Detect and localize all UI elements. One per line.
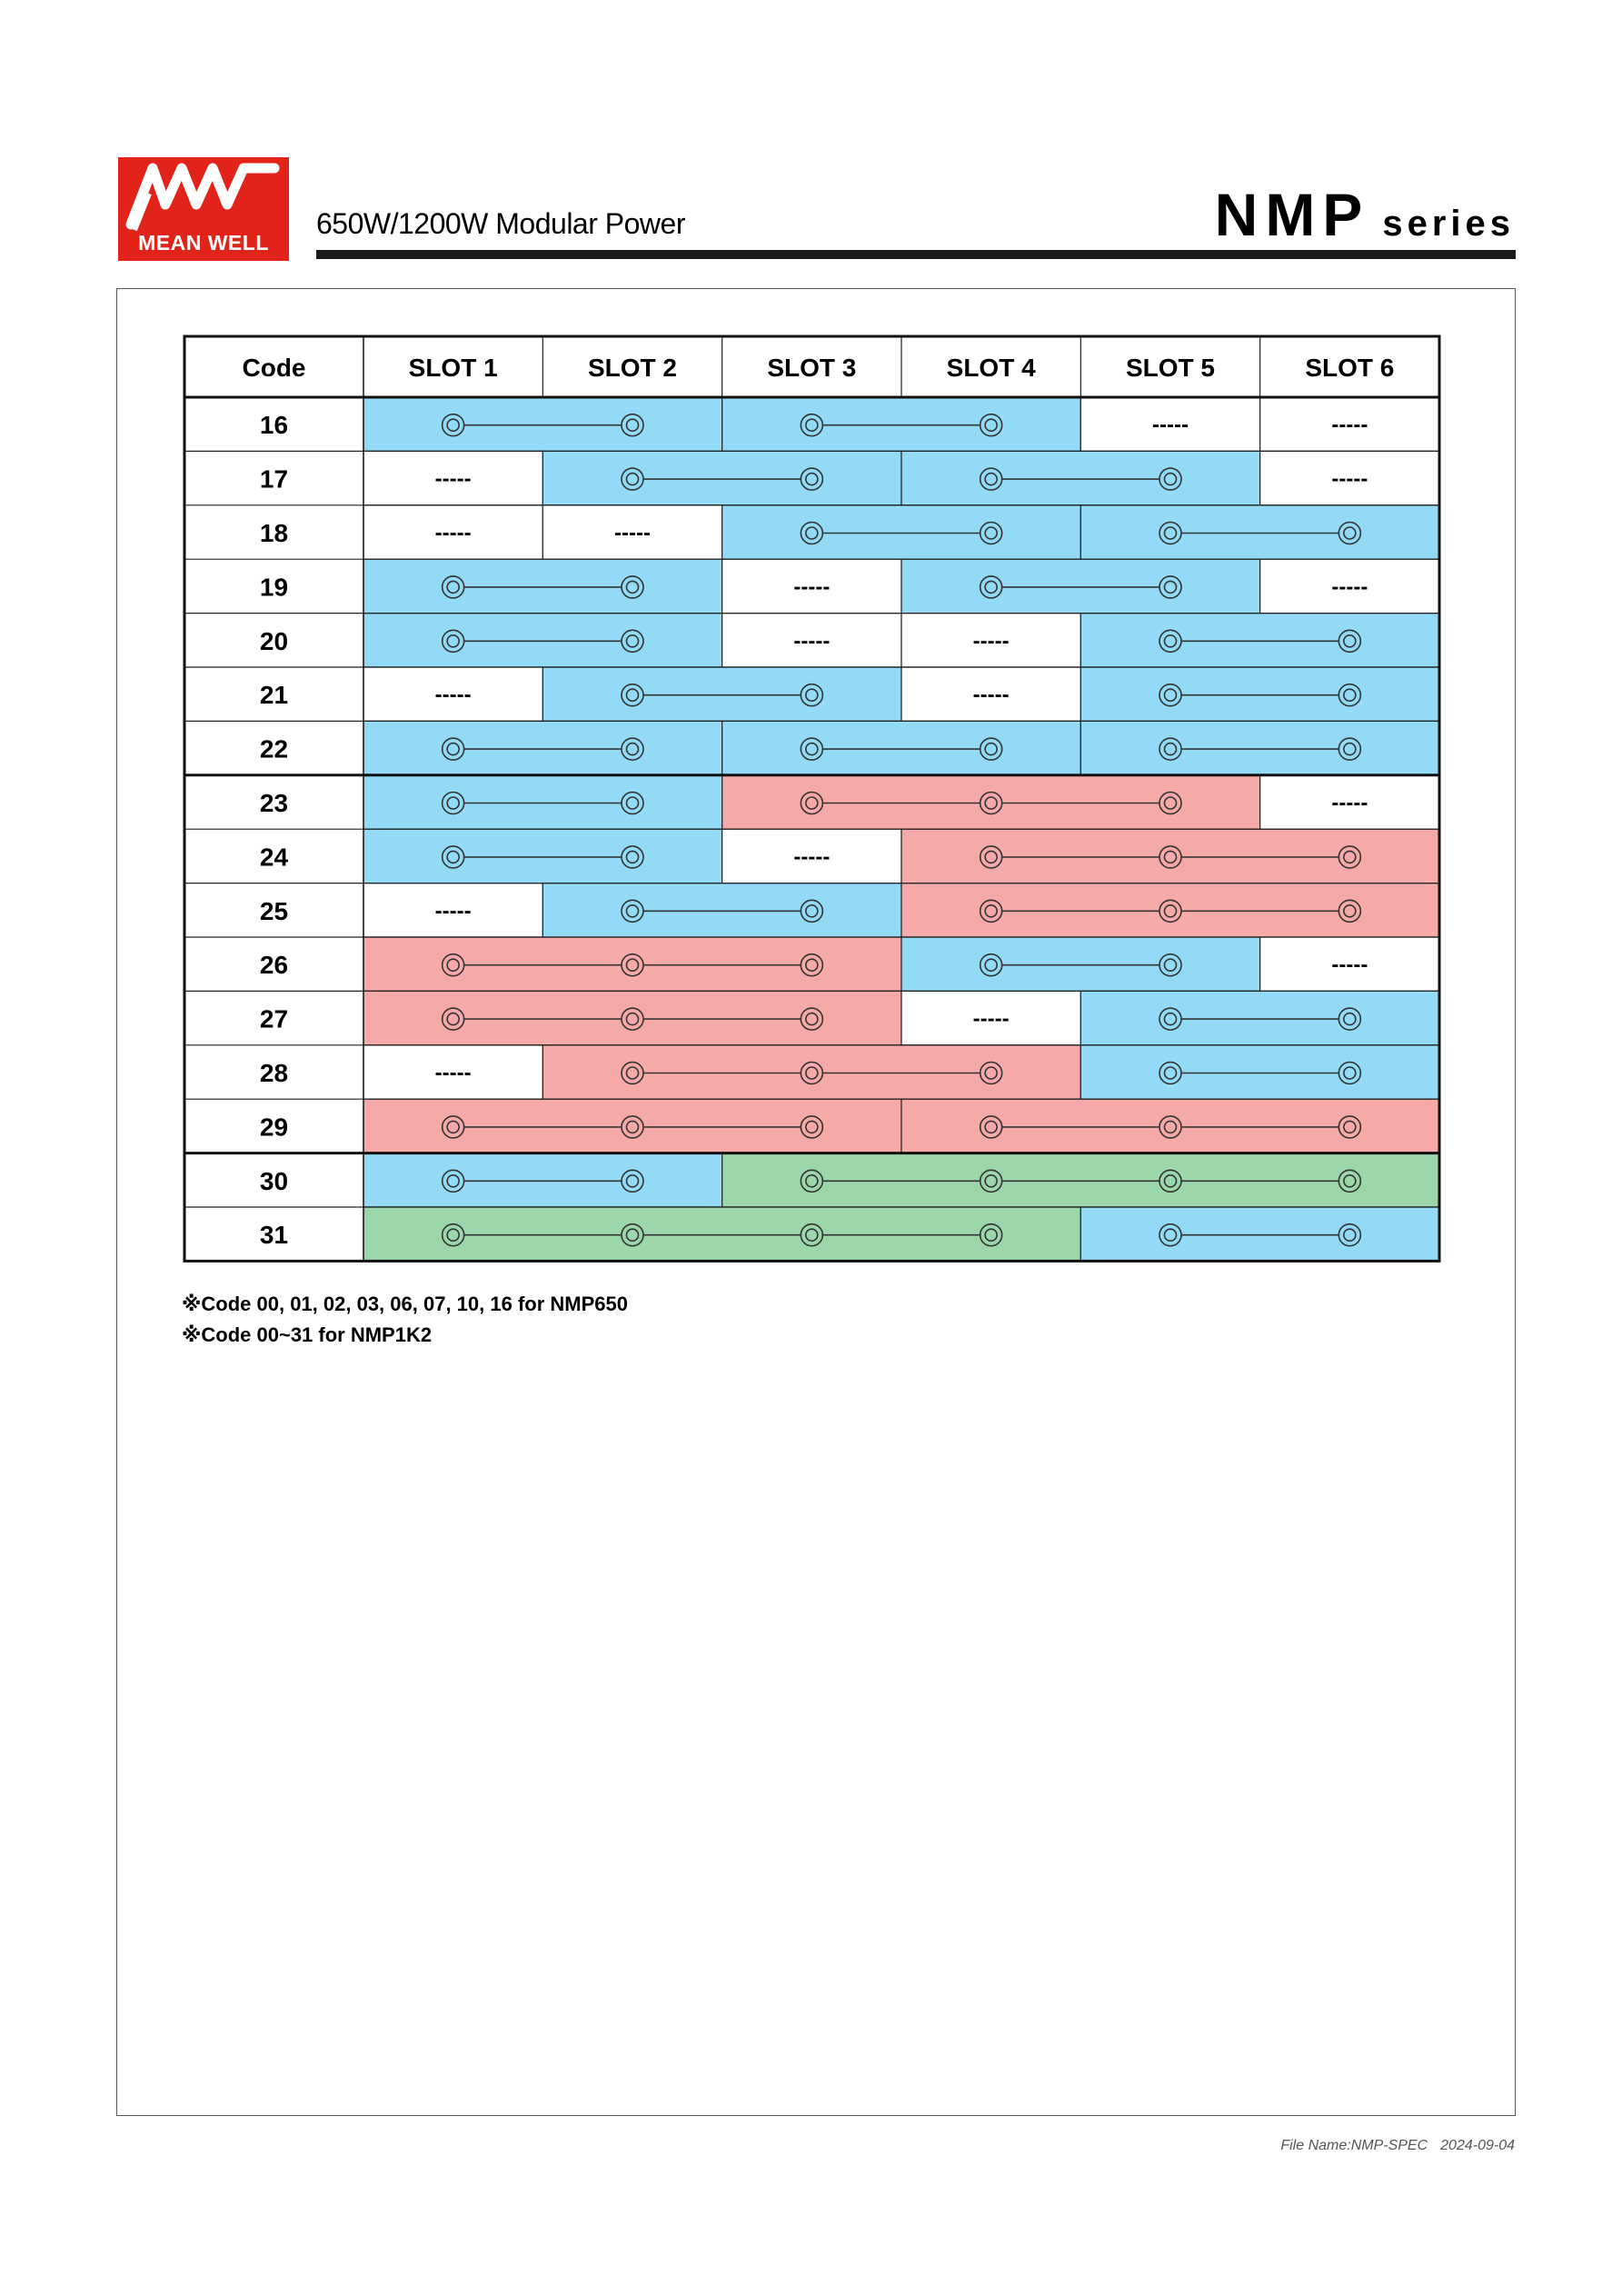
connector-icon-inner [985,959,997,971]
series-name: NMP [1214,181,1370,248]
connector-icon-inner [447,851,459,863]
connector-icon-inner [1344,1175,1356,1187]
connector-icon-inner [1344,689,1356,701]
slot-group-blue [363,614,722,667]
connector-icon-inner [985,419,997,431]
connector-icon-inner [1165,1229,1177,1241]
slot-group-blue [1080,991,1439,1044]
connector-icon-inner [806,527,818,539]
empty-slot-mark: ----- [1331,413,1368,438]
empty-slot-mark: ----- [434,521,472,545]
connector-icon-inner [1165,474,1177,485]
connector-icon-inner [1165,905,1177,917]
connector-icon-inner [985,1067,997,1079]
code-21: 21 [259,681,289,710]
connector-icon-inner [1344,527,1356,539]
empty-slot-mark: ----- [434,466,472,492]
header-slot-2: SLOT 2 [587,354,678,382]
slot-group-blue [901,937,1260,991]
connector-icon-inner [447,1175,459,1187]
empty-slot-mark: ----- [1152,413,1189,438]
connector-icon-inner [447,959,459,971]
code-16: 16 [259,411,289,440]
connector-icon-inner [447,1229,459,1241]
empty-slot-mark: ----- [1331,466,1368,492]
connector-icon-inner [627,581,639,593]
connector-icon-inner [1165,581,1177,593]
header-code: Code [242,354,306,382]
connector-icon-inner [985,1121,997,1133]
connector-icon-inner [806,1013,818,1025]
slot-group-blue [542,451,901,504]
code-31: 31 [259,1221,289,1250]
connector-icon-inner [985,581,997,593]
connector-icon-inner [1165,851,1177,863]
empty-slot-mark: ----- [614,521,651,545]
code-27: 27 [259,1004,289,1033]
slot-group-blue [542,667,901,721]
code-18: 18 [259,519,289,547]
footer-file-name: File Name:NMP-SPEC [1280,2138,1428,2153]
code-20: 20 [259,626,289,655]
empty-slot-mark: ----- [972,1006,1010,1032]
connector-icon-inner [627,1013,639,1025]
slot-group-blue [363,1153,722,1207]
connector-icon-inner [985,851,997,863]
logo-text: MEAN WELL [138,231,269,255]
code-25: 25 [259,896,289,925]
code-26: 26 [259,951,289,980]
connector-icon-inner [1165,1067,1177,1079]
connector-icon-inner [1165,797,1177,809]
slot-group-blue [901,559,1260,613]
header-slot-3: SLOT 3 [767,354,857,382]
connector-icon-inner [627,959,639,971]
connector-icon-inner [1344,1013,1356,1025]
connector-icon-inner [806,474,818,485]
empty-slot-mark: ----- [1331,574,1368,600]
empty-slot-mark: ----- [1331,953,1368,978]
connector-icon-inner [627,1229,639,1241]
empty-slot-mark: ----- [972,683,1010,708]
slot-group-blue [542,883,901,937]
empty-slot-mark: ----- [793,628,831,654]
slot-group-blue [363,559,722,613]
slot-group-blue [722,505,1081,559]
connector-icon-inner [985,1175,997,1187]
slot-group-blue [363,775,722,829]
footer-date: 2024-09-04 [1440,2138,1515,2153]
code-22: 22 [259,734,289,764]
empty-slot-mark: ----- [1331,791,1368,815]
connector-icon-inner [985,1229,997,1241]
connector-icon-inner [1165,959,1177,971]
connector-icon-inner [985,797,997,809]
connector-icon-inner [1165,689,1177,701]
connector-icon-inner [627,419,639,431]
empty-slot-mark: ----- [793,844,831,870]
connector-icon-inner [985,744,997,755]
connector-icon-inner [806,797,818,809]
code-23: 23 [259,789,289,817]
connector-icon-inner [806,959,818,971]
connector-icon-inner [447,1121,459,1133]
note-nmp1k2: ※Code 00~31 for NMP1K2 [182,1323,433,1346]
connector-icon-inner [985,527,997,539]
connector-icon-inner [1165,527,1177,539]
slot-group-blue [1080,667,1439,721]
slot-group-blue [363,829,722,883]
connector-icon-inner [1344,905,1356,917]
footer [1280,2138,1515,2154]
connector-icon-inner [1344,635,1356,647]
slot-group-blue [363,397,722,451]
slot-group-green [722,1153,1439,1207]
header-slot-1: SLOT 1 [408,354,498,382]
connector-icon-inner [985,474,997,485]
slot-group-blue [722,397,1081,451]
series-suffix: series [1382,204,1515,244]
connector-icon-inner [1165,1013,1177,1025]
connector-icon-inner [627,1175,639,1187]
connector-icon-inner [627,744,639,755]
connector-icon-inner [806,744,818,755]
connector-icon-inner [627,905,639,917]
empty-slot-mark: ----- [793,574,831,600]
slot-group-blue [722,721,1081,774]
connector-icon-inner [447,744,459,755]
code-24: 24 [259,843,289,872]
code-28: 28 [259,1059,289,1087]
connector-icon-inner [1165,1175,1177,1187]
connector-icon-inner [627,797,639,809]
connector-icon-inner [627,851,639,863]
connector-icon-inner [1165,635,1177,647]
slot-group-blue [1080,614,1439,667]
connector-icon-inner [1165,744,1177,755]
empty-slot-mark: ----- [434,1061,472,1085]
slot-group-blue [1080,505,1439,559]
slot-group-blue [363,721,722,774]
connector-icon-inner [806,1067,818,1079]
header-slot-6: SLOT 6 [1305,354,1395,382]
connector-icon-inner [1165,1121,1177,1133]
code-17: 17 [259,464,289,494]
connector-icon-inner [1344,851,1356,863]
code-30: 30 [259,1166,289,1195]
slot-group-green [363,1207,1080,1261]
connector-icon-inner [447,635,459,647]
connector-icon-inner [627,1121,639,1133]
empty-slot-mark: ----- [434,898,472,923]
empty-slot-mark: ----- [972,628,1010,654]
connector-icon-inner [627,635,639,647]
slot-group-blue [1080,1207,1439,1261]
empty-slot-mark: ----- [434,683,472,708]
connector-icon-inner [806,419,818,431]
connector-icon-inner [806,1229,818,1241]
header-slot-4: SLOT 4 [946,354,1036,382]
code-29: 29 [259,1113,289,1142]
connector-icon-inner [447,581,459,593]
connector-icon-inner [1344,1121,1356,1133]
connector-icon-inner [627,1067,639,1079]
connector-icon-inner [1344,1067,1356,1079]
connector-icon-inner [447,797,459,809]
product-subtitle: 650W/1200W Modular Power [316,207,685,240]
slot-group-blue [901,451,1260,504]
connector-icon-inner [447,1013,459,1025]
connector-icon-inner [1344,744,1356,755]
connector-icon-inner [627,474,639,485]
connector-icon-inner [806,1121,818,1133]
connector-icon-inner [1344,1229,1356,1241]
connector-icon-inner [806,689,818,701]
note-nmp650: ※Code 00, 01, 02, 03, 06, 07, 10, 16 for NMP650 [182,1293,628,1315]
connector-icon-inner [806,1175,818,1187]
connector-icon-inner [447,419,459,431]
connector-icon-inner [985,905,997,917]
slot-group-blue [1080,721,1439,774]
header-slot-5: SLOT 5 [1125,354,1216,382]
connector-icon-inner [806,905,818,917]
slot-group-blue [1080,1045,1439,1099]
connector-icon-inner [627,689,639,701]
code-19: 19 [259,573,289,602]
